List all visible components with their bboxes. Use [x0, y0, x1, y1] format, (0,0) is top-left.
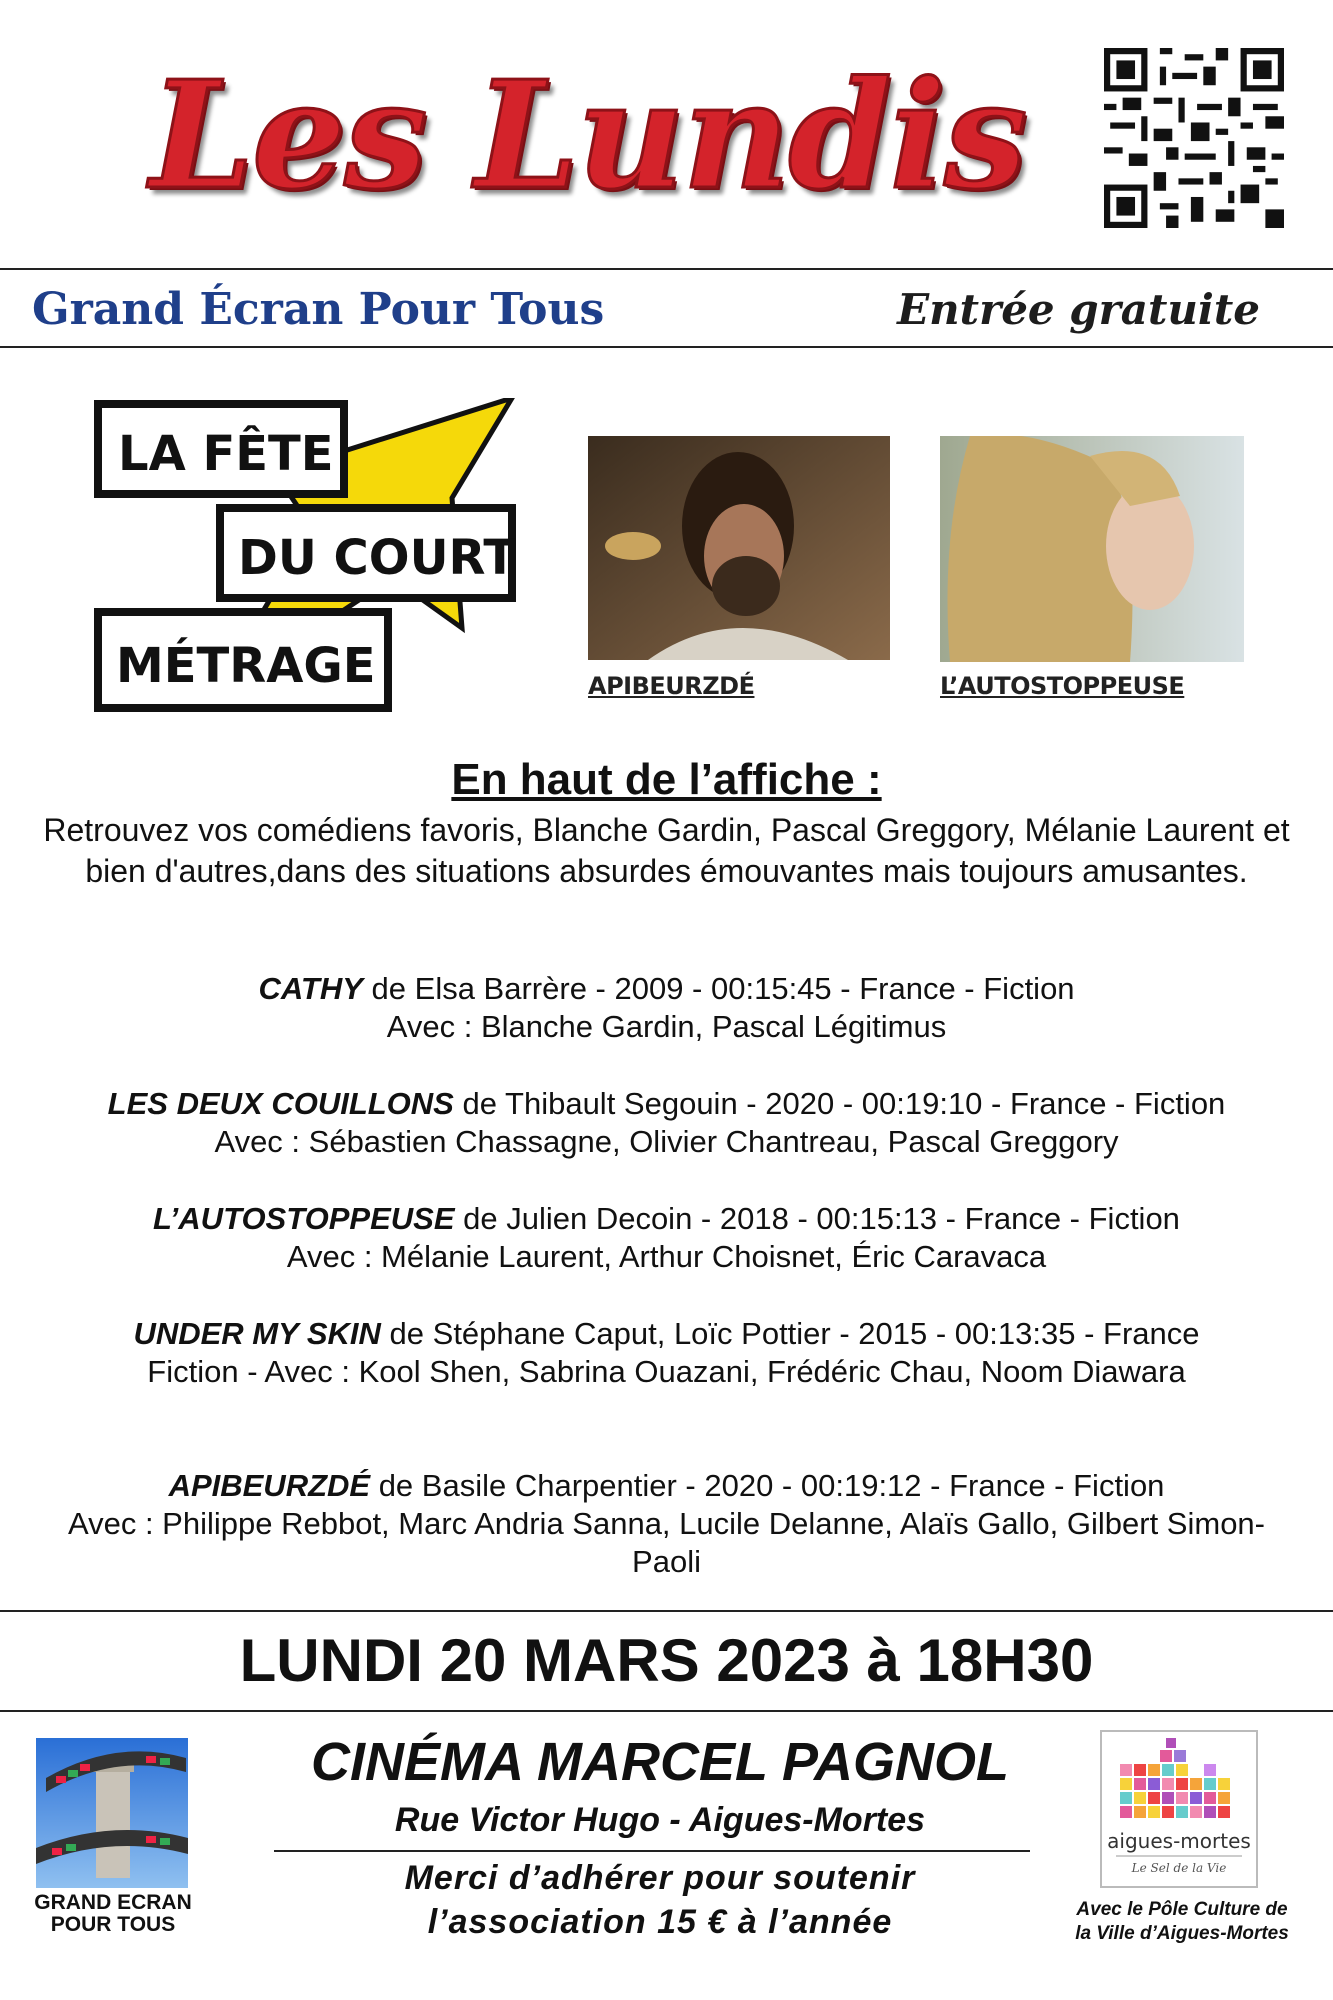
film-cast: Avec : Philippe Rebbot, Marc Andria Sanna, Lucile Delanne, Alaïs Gallo, Gilbert Simon-Paoli	[67, 1506, 1265, 1579]
section-heading: En haut de l’affiche :	[451, 755, 882, 804]
header-rule-top	[0, 268, 1333, 270]
film-entry	[40, 1315, 1293, 1393]
event-date: LUNDI 20 MARS 2023 à 18H30	[239, 1627, 1094, 1694]
film-title: UNDER MY SKIN	[133, 1316, 381, 1351]
festival-line-3: MÉTRAGE	[116, 638, 376, 694]
festival-line-1: LA FÊTE	[118, 426, 334, 482]
date-rule-bottom	[0, 1710, 1333, 1712]
venue-address: Rue Victor Hugo - Aigues-Mortes	[394, 1801, 926, 1839]
festival-line-2: DU COURT	[238, 530, 517, 586]
festival-logo	[92, 398, 522, 718]
film-details: de Elsa Barrère - 2009 - 00:15:45 - France - Fiction	[362, 971, 1075, 1006]
right-logo-label-line-2: la Ville d’Aigues-Mortes	[1075, 1923, 1289, 1944]
right-logo-label-line-1: Avec le Pôle Culture de	[1076, 1899, 1288, 1920]
right-logo-town: aigues-mortes	[1107, 1829, 1251, 1853]
film-cast: Avec : Sébastien Chassagne, Olivier Chantreau, Pascal Greggory	[214, 1124, 1119, 1159]
film-still-apibeurzde	[588, 436, 890, 660]
film-title: LES DEUX COUILLONS	[107, 1086, 454, 1121]
film-entry	[40, 970, 1293, 1048]
film-details: de Stéphane Caput, Loïc Pottier - 2015 - 00:13:35 - France	[380, 1316, 1200, 1351]
membership-line-2: l’association 15 € à l’année	[427, 1903, 893, 1941]
left-logo-label-line-2: POUR TOUS	[50, 1913, 176, 1936]
film-entry	[40, 1200, 1293, 1278]
film-cast: Avec : Blanche Gardin, Pascal Légitimus	[386, 1009, 947, 1044]
film-reel-tower-icon	[36, 1738, 188, 1888]
header-rule-bottom	[0, 346, 1333, 348]
membership-line-1: Merci d’adhérer pour soutenir	[404, 1859, 916, 1897]
film-entry	[40, 1085, 1293, 1163]
footer-divider	[274, 1850, 1030, 1852]
film-title: L’AUTOSTOPPEUSE	[153, 1201, 455, 1236]
intro-paragraph: Retrouvez vos comédiens favoris, Blanche Gardin, Pascal Greggory, Mélanie Laurent et bien d'autres,dans des situations absurdes émouvantes mais toujours amusantes.	[43, 812, 1290, 889]
film-details: de Basile Charpentier - 2020 - 00:19:12 - France - Fiction	[370, 1468, 1165, 1503]
brand-title: Les Lundis	[150, 48, 1026, 222]
film-title: APIBEURZDÉ	[168, 1468, 371, 1503]
still-caption-apibeurzde: APIBEURZDÉ	[588, 672, 755, 700]
film-entry	[40, 1467, 1293, 1587]
still-caption-autostoppeuse: L’AUTOSTOPPEUSE	[940, 672, 1185, 700]
venue-name: CINÉMA MARCEL PAGNOL	[311, 1732, 1009, 1792]
membership-message	[260, 1856, 1060, 1952]
film-details: de Thibault Segouin - 2020 - 00:19:10 - France - Fiction	[453, 1086, 1226, 1121]
film-details: de Julien Decoin - 2018 - 00:15:13 - France - Fiction	[454, 1201, 1180, 1236]
right-logo-tagline: Le Sel de la Vie	[1131, 1861, 1227, 1875]
aigues-mortes-pixel-castle-icon	[1100, 1730, 1258, 1888]
left-logo-label	[20, 1892, 206, 1940]
right-logo-label	[1052, 1898, 1312, 1948]
left-logo-label-line-1: GRAND ECRAN	[34, 1891, 192, 1914]
free-entry-label: Entrée gratuite	[897, 285, 1260, 334]
qr-code-icon	[1104, 48, 1284, 228]
film-cast: Fiction - Avec : Kool Shen, Sabrina Ouazani, Frédéric Chau, Noom Diawara	[147, 1354, 1186, 1389]
date-rule-top	[0, 1610, 1333, 1612]
film-title: CATHY	[258, 971, 363, 1006]
organization-name: Grand Écran Pour Tous	[32, 284, 605, 335]
film-still-autostoppeuse	[940, 436, 1244, 662]
film-cast: Avec : Mélanie Laurent, Arthur Choisnet, Éric Caravaca	[286, 1239, 1047, 1274]
